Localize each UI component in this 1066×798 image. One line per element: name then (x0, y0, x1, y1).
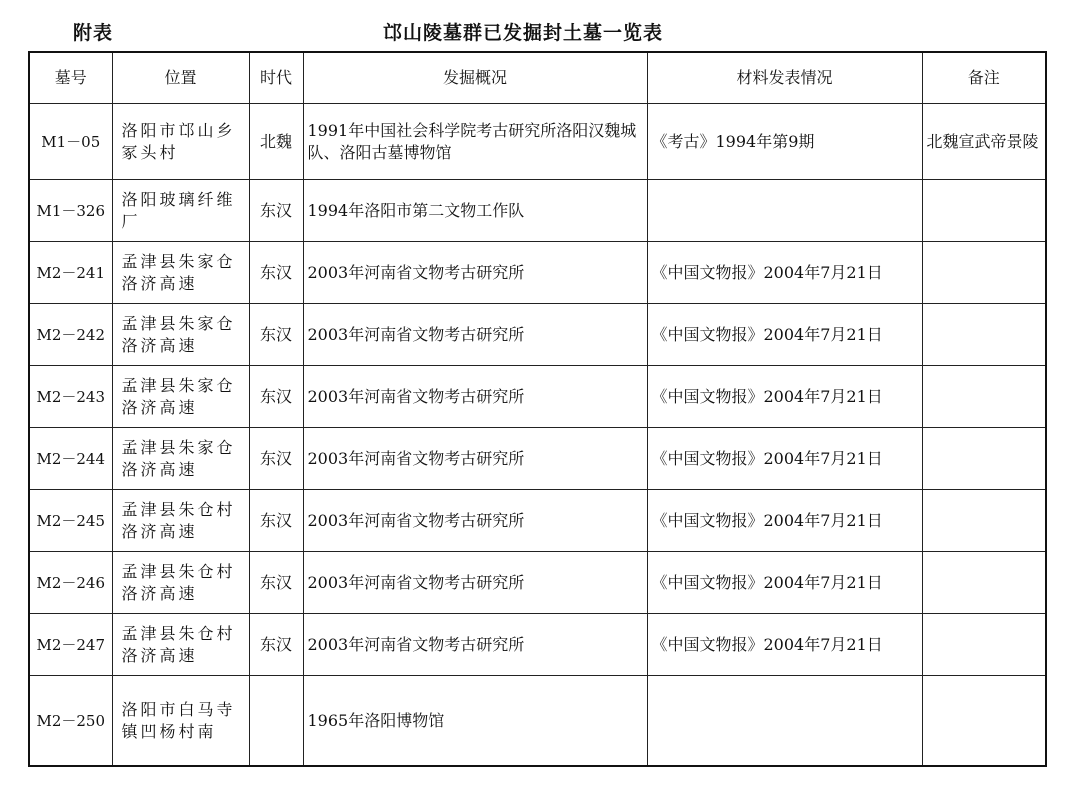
cell-excavation: 1991年中国社会科学院考古研究所洛阳汉魏城队、洛阳古墓博物馆 (303, 104, 647, 180)
table-row (29, 366, 1046, 428)
table-caption: 附表 (73, 22, 114, 44)
cell-publication: 《考古》1994年第9期 (647, 104, 922, 180)
cell-note (922, 242, 1046, 304)
cell-era (249, 676, 303, 767)
cell-publication: 《中国文物报》2004年7月21日 (647, 490, 922, 552)
table-row (29, 428, 1046, 490)
cell-excavation: 1994年洛阳市第二文物工作队 (303, 180, 647, 242)
cell-excavation: 1965年洛阳博物馆 (303, 676, 647, 767)
table-row (29, 304, 1046, 366)
table-row (29, 676, 1046, 767)
table-row (29, 242, 1046, 304)
table-row (29, 614, 1046, 676)
cell-excavation: 2003年河南省文物考古研究所 (303, 242, 647, 304)
cell-era: 东汉 (249, 180, 303, 242)
cell-tomb-no: M2－246 (29, 552, 112, 614)
cell-location: 孟津县朱家仓洛济高速 (112, 304, 249, 366)
cell-location: 孟津县朱仓村洛济高速 (112, 614, 249, 676)
cell-note (922, 428, 1046, 490)
cell-era: 东汉 (249, 366, 303, 428)
table-row (29, 552, 1046, 614)
cell-publication: 《中国文物报》2004年7月21日 (647, 366, 922, 428)
cell-tomb-no: M2－241 (29, 242, 112, 304)
cell-publication: 《中国文物报》2004年7月21日 (647, 304, 922, 366)
cell-excavation: 2003年河南省文物考古研究所 (303, 490, 647, 552)
cell-tomb-no: M2－244 (29, 428, 112, 490)
cell-note (922, 614, 1046, 676)
cell-location: 孟津县朱仓村洛济高速 (112, 490, 249, 552)
cell-publication (647, 180, 922, 242)
cell-location: 洛阳玻璃纤维厂 (112, 180, 249, 242)
table-row (29, 180, 1046, 242)
cell-location: 孟津县朱家仓洛济高速 (112, 428, 249, 490)
cell-era: 东汉 (249, 552, 303, 614)
cell-tomb-no: M2－245 (29, 490, 112, 552)
cell-publication: 《中国文物报》2004年7月21日 (647, 428, 922, 490)
cell-publication: 《中国文物报》2004年7月21日 (647, 242, 922, 304)
cell-excavation: 2003年河南省文物考古研究所 (303, 366, 647, 428)
cell-tomb-no: M2－243 (29, 366, 112, 428)
cell-tomb-no: M2－250 (29, 676, 112, 767)
cell-location: 洛阳市邙山乡冢头村 (112, 104, 249, 180)
cell-note (922, 366, 1046, 428)
cell-note (922, 180, 1046, 242)
cell-era: 东汉 (249, 428, 303, 490)
cell-excavation: 2003年河南省文物考古研究所 (303, 552, 647, 614)
cell-tomb-no: M2－242 (29, 304, 112, 366)
table-row (29, 490, 1046, 552)
cell-note (922, 552, 1046, 614)
cell-era: 东汉 (249, 304, 303, 366)
cell-note (922, 304, 1046, 366)
cell-location: 洛阳市白马寺镇凹杨村南 (112, 676, 249, 767)
header-tomb-no: 墓号 (29, 52, 112, 104)
header-note: 备注 (922, 52, 1046, 104)
cell-location: 孟津县朱家仓洛济高速 (112, 366, 249, 428)
tomb-table (28, 51, 1047, 767)
cell-excavation: 2003年河南省文物考古研究所 (303, 614, 647, 676)
header-era: 时代 (249, 52, 303, 104)
cell-tomb-no: M1－05 (29, 104, 112, 180)
cell-note: 北魏宣武帝景陵 (922, 104, 1046, 180)
header-row (29, 52, 1046, 104)
cell-tomb-no: M2－247 (29, 614, 112, 676)
cell-excavation: 2003年河南省文物考古研究所 (303, 428, 647, 490)
header-publication: 材料发表情况 (647, 52, 922, 104)
cell-note (922, 490, 1046, 552)
cell-publication: 《中国文物报》2004年7月21日 (647, 552, 922, 614)
table-title: 邙山陵墓群已发掘封土墓一览表 (383, 22, 664, 44)
cell-location: 孟津县朱仓村洛济高速 (112, 552, 249, 614)
cell-excavation: 2003年河南省文物考古研究所 (303, 304, 647, 366)
header-location: 位置 (112, 52, 249, 104)
table-row (29, 104, 1046, 180)
cell-publication (647, 676, 922, 767)
cell-note (922, 676, 1046, 767)
cell-era: 东汉 (249, 490, 303, 552)
cell-location: 孟津县朱家仓洛济高速 (112, 242, 249, 304)
cell-era: 东汉 (249, 614, 303, 676)
cell-era: 北魏 (249, 104, 303, 180)
cell-publication: 《中国文物报》2004年7月21日 (647, 614, 922, 676)
cell-era: 东汉 (249, 242, 303, 304)
header-excavation: 发掘概况 (303, 52, 647, 104)
cell-tomb-no: M1－326 (29, 180, 112, 242)
